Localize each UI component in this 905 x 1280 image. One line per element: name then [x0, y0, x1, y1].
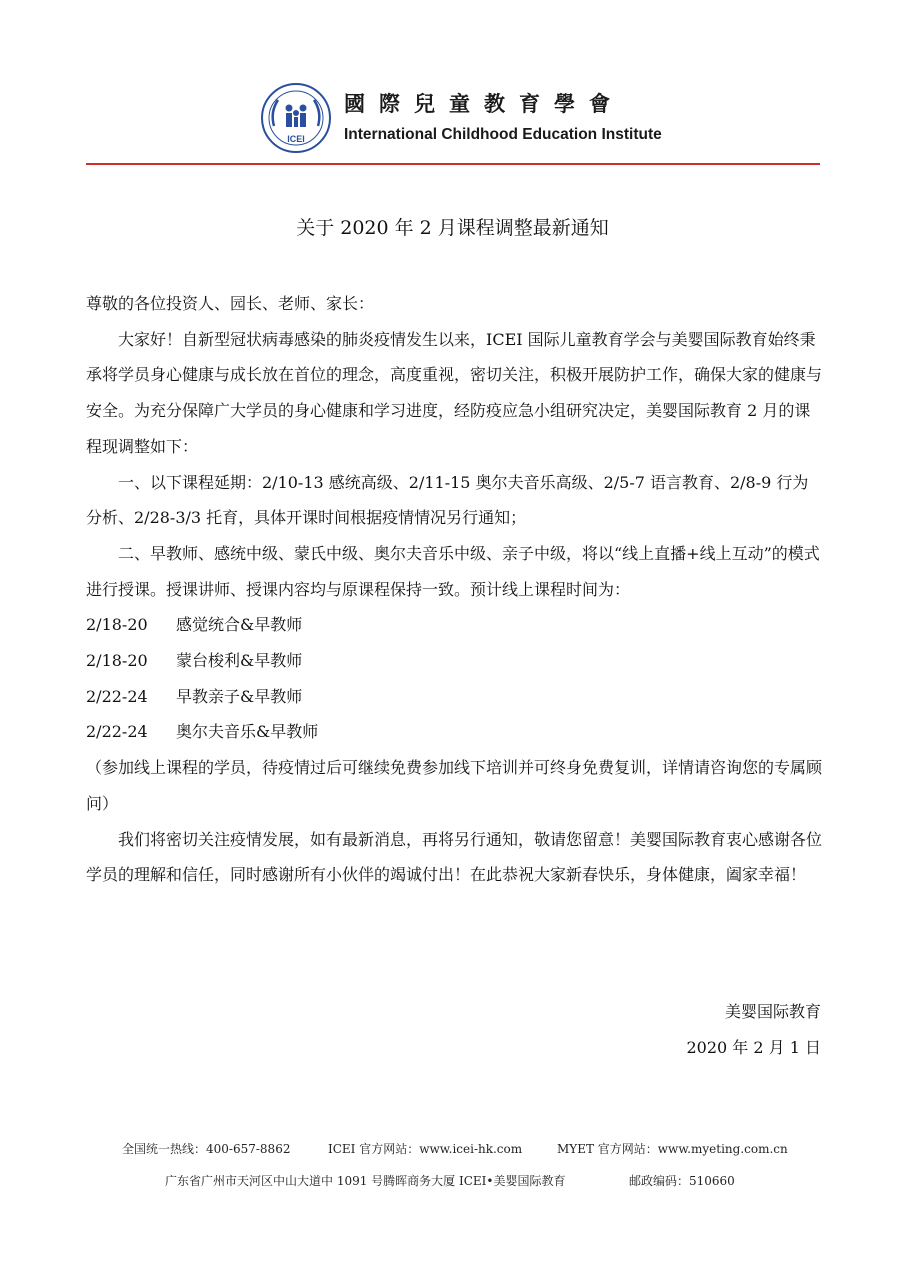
course-name: 感觉统合&早教师	[176, 615, 303, 635]
course-row	[86, 607, 822, 643]
note: （参加线上课程的学员，待疫情过后可继续免费参加线下培训并可终身免费复训，详情请咨询您的专属顾问）	[86, 758, 823, 813]
course-date: 2/22-24	[86, 722, 148, 742]
header-divider	[86, 163, 820, 165]
paragraph-postponed: 一、以下课程延期：2/10-13 感统高级、2/11-15 奥尔夫音乐高级、2/5-7 语言教育、2/8-9 行为分析、2/28-3/3 托育，具体开课时间根据疫情情况另行通知；	[86, 472, 809, 528]
address: 广东省广州市天河区中山大道中 1091 号腾晖商务大厦 ICEI•美婴国际教育	[165, 1174, 566, 1188]
notice-body	[86, 286, 822, 893]
course-date: 2/18-20	[86, 651, 148, 671]
myet-website: MYET 官方网站：www.myeting.com.cn	[557, 1142, 788, 1156]
org-name-en: International Childhood Education Institute	[344, 126, 662, 143]
course-name: 早教亲子&早教师	[176, 686, 303, 706]
icei-website: ICEI 官方网站：www.icei-hk.com	[328, 1142, 523, 1156]
letterhead	[86, 78, 820, 168]
greeting: 尊敬的各位投资人、园长、老师、家长：	[86, 294, 375, 313]
course-date: 2/22-24	[86, 686, 148, 706]
notice-title: 关于 2020 年 2 月课程调整最新通知	[296, 217, 609, 239]
paragraph-closing: 我们将密切关注疫情发展，如有最新消息，再将另行通知，敬请您留意！美婴国际教育衷心感谢各位学员的理解和信任，同时感谢所有小伙伴的竭诚付出！在此恭祝大家新春快乐，身体健康，阖家幸福！	[86, 829, 823, 885]
course-name: 蒙台梭利&早教师	[176, 651, 303, 671]
signature-date: 2020 年 2 月 1 日	[686, 1038, 821, 1057]
course-date: 2/18-20	[86, 615, 148, 635]
course-row	[86, 643, 822, 679]
paragraph-online: 二、早教师、感统中级、蒙氏中级、奥尔夫音乐中级、亲子中级，将以“线上直播+线上互动”的模式进行授课。授课讲师、授课内容均与原课程保持一致。预计线上课程时间为：	[86, 543, 820, 599]
hotline: 全国统一热线：400-657-8862	[122, 1142, 291, 1156]
signature-block	[686, 994, 821, 1066]
signature: 美婴国际教育	[724, 1002, 821, 1021]
paragraph-intro: 大家好！自新型冠状病毒感染的肺炎疫情发生以来，ICEI 国际儿童教育学会与美婴国际教育始终秉承将学员身心健康与成长放在首位的理念，高度重视，密切关注，积极开展防护工作，确保大家的健康与安全。为充分保障广大学员的身心健康和学习进度，经防疫应急小组研究决定，美婴国际教育 2 月的课程现调整如下：	[86, 329, 823, 456]
icei-logo	[260, 82, 332, 154]
course-row	[86, 714, 822, 750]
org-name-cn: 國際兒童教育學會	[344, 92, 624, 116]
postcode: 邮政编码：510660	[629, 1174, 735, 1188]
course-row	[86, 679, 822, 715]
logo-text: ICEI	[287, 134, 305, 144]
course-name: 奥尔夫音乐&早教师	[176, 722, 319, 742]
